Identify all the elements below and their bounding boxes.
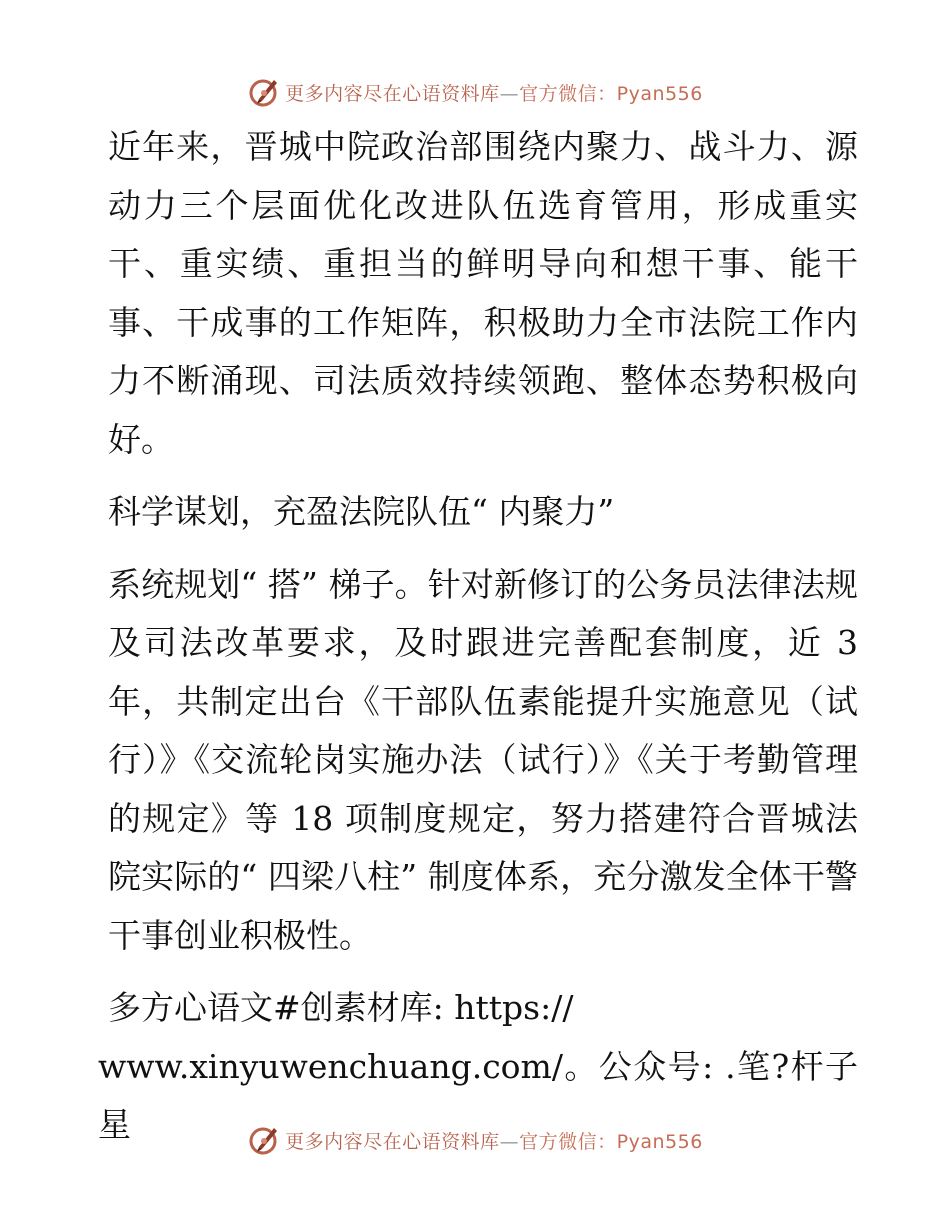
- section-heading: 科学谋划，充盈法院队伍“ 内聚力”: [108, 492, 615, 531]
- document-body: [98, 118, 858, 1155]
- banner-contact-text: 官方微信：Pyan556: [519, 82, 703, 105]
- footer-watermark-banner: [0, 1120, 950, 1160]
- quill-pen-circle-logo-icon: [247, 75, 281, 109]
- banner-dash: —: [499, 1130, 520, 1153]
- banner-main-text: 更多内容尽在心语资料库: [285, 1130, 500, 1153]
- quill-pen-circle-logo-icon: [247, 1123, 281, 1157]
- banner-main-text: 更多内容尽在心语资料库: [285, 82, 500, 105]
- paragraph-source-line-1: 多方心语文#创素材库: https://: [108, 988, 574, 1027]
- paragraph-system-planning: 系统规划“ 搭” 梯子。针对新修订的公务员法律法规及司法改革要求，及时跟进完善配套制度，近 3 年，共制定出台《干部队伍素能提升实施意见（试行）》《交流轮岗实施办法（试行）》《关于考勤管理的规定》等 18 项制度规定，努力搭建符合晋城法院实际的“ 四梁八柱” 制度体系，充分激发全体干警干事创业积极性。: [108, 564, 858, 955]
- banner-contact-text: 官方微信：Pyan556: [519, 1130, 703, 1153]
- header-watermark-banner: [0, 72, 950, 112]
- paragraph-intro: 近年来，晋城中院政治部围绕内聚力、战斗力、源动力三个层面优化改进队伍选育管用，形成重实干、重实绩、重担当的鲜明导向和想干事、能干事、干成事的工作矩阵，积极助力全市法院工作内力不断涌现、司法质效持续领跑、整体态势积极向好。: [108, 127, 858, 459]
- paragraph-source-line-2: www.xinyuwenchuang.com/。公众号: .笔?杆子星: [98, 1046, 858, 1144]
- banner-dash: —: [499, 82, 520, 105]
